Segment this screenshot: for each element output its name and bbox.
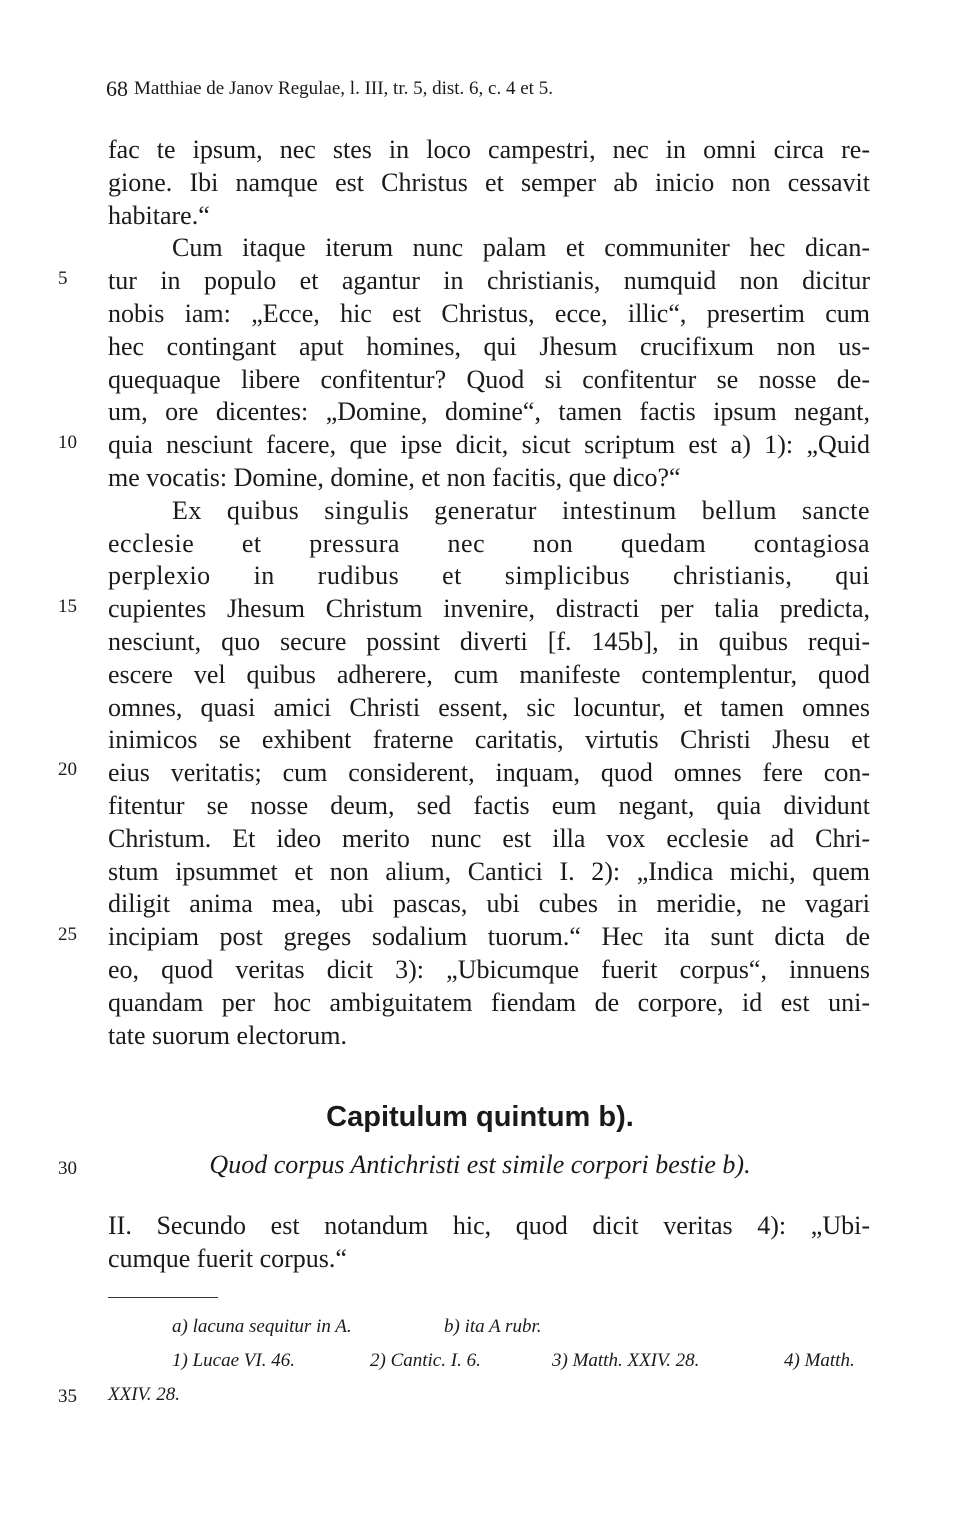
text-line: nobis iam: „Ecce, hic est Christus, ecce, illic“, presertim cum [108,299,870,328]
text-line: stum ipsummet et non alium, Cantici I. 2): „Indica michi, quem [108,857,870,886]
text-line: Cum itaque iterum nunc palam et communiter hec dican- [172,233,870,262]
footnote-2: 2) Cantic. I. 6. [370,1350,481,1371]
footnote-4: 4) Matth. [784,1350,855,1371]
text-line: Christum. Et ideo merito nunc est illa vox ecclesie ad Chri- [108,824,870,853]
line-number: 5 [58,268,68,289]
running-title: Matthiae de Janov Regulae, l. III, tr. 5, dist. 6, c. 4 et 5. [134,78,553,99]
chapter-title: Capitulum quintum b). [326,1101,634,1133]
text-line: tate suorum electorum. [108,1021,347,1050]
line-number: 10 [58,432,77,453]
text-line: tur in populo et agantur in christianis, numquid non dicitur [108,266,870,295]
text-line: hec contingant aput homines, qui Jhesum crucifixum non us- [108,332,870,361]
text-line: gione. Ibi namque est Christus et semper ab inicio non cessavit [108,168,870,197]
text-line: fac te ipsum, nec stes in loco campestri, nec in omni circa re- [108,135,870,164]
line-number: 20 [58,759,77,780]
footnote-3: 3) Matth. XXIV. 28. [552,1350,700,1371]
line-number: 15 [58,596,77,617]
text-line: cumque fuerit corpus.“ [108,1244,347,1273]
footnote-a: a) lacuna sequitur in A. [172,1316,352,1337]
chapter-subtitle: Quod corpus Antichristi est simile corpori bestie b). [209,1150,751,1179]
text-line: me vocatis: Domine, domine, et non facitis, que dico?“ [108,463,681,492]
text-line: inimicos se exhibent fraterne caritatis, virtutis Christi Jhesu et [108,725,870,754]
line-number: 25 [58,924,77,945]
line-number: 30 [58,1158,77,1179]
text-line: incipiam post greges sodalium tuorum.“ Hec ita sunt dicta de [108,922,870,951]
text-line: habitare.“ [108,201,210,230]
text-line: nesciunt, quo secure possint diverti [f. 145b], in quibus requi- [108,627,870,656]
text-line: ecclesie et pressura nec non quedam contagiosa [108,529,870,558]
text-line: quandam per hoc ambiguitatem fiendam de corpore, id est uni- [108,988,870,1017]
text-line: omnes, quasi amici Christi essent, sic locuntur, et tamen omnes [108,693,870,722]
page-number: 68 [106,76,128,101]
text-line: fitentur se nosse deum, sed factis eum negant, quia dividunt [108,791,870,820]
footnote-4-cont: XXIV. 28. [108,1384,180,1405]
line-number: 35 [58,1386,77,1407]
text-line: diligit anima mea, ubi pascas, ubi cubes in meridie, ne vagari [108,889,870,918]
text-line: II. Secundo est notandum hic, quod dicit veritas 4): „Ubi- [108,1211,870,1240]
text-line: cupientes Jhesum Christum invenire, distracti per talia predicta, [108,594,870,623]
text-line: perplexio in rudibus et simplicibus christianis, qui [108,561,870,590]
text-line: quequaque libere confitentur? Quod si confitentur se nosse de- [108,365,870,394]
footnote-rule [108,1297,218,1298]
text-line: Ex quibus singulis generatur intestinum bellum sancte [172,496,870,525]
text-line: quia nesciunt facere, que ipse dicit, sicut scriptum est a) 1): „Quid [108,430,870,459]
text-line: escere vel quibus adherere, cum manifeste contemplentur, quod [108,660,870,689]
text-line: eius veritatis; cum considerent, inquam, quod omnes fere con- [108,758,870,787]
text-line: um, ore dicentes: „Domine, domine“, tamen factis ipsum negant, [108,397,870,426]
footnote-b: b) ita A rubr. [444,1316,542,1337]
text-line: eo, quod veritas dicit 3): „Ubicumque fuerit corpus“, innuens [108,955,870,984]
footnote-1: 1) Lucae VI. 46. [172,1350,295,1371]
